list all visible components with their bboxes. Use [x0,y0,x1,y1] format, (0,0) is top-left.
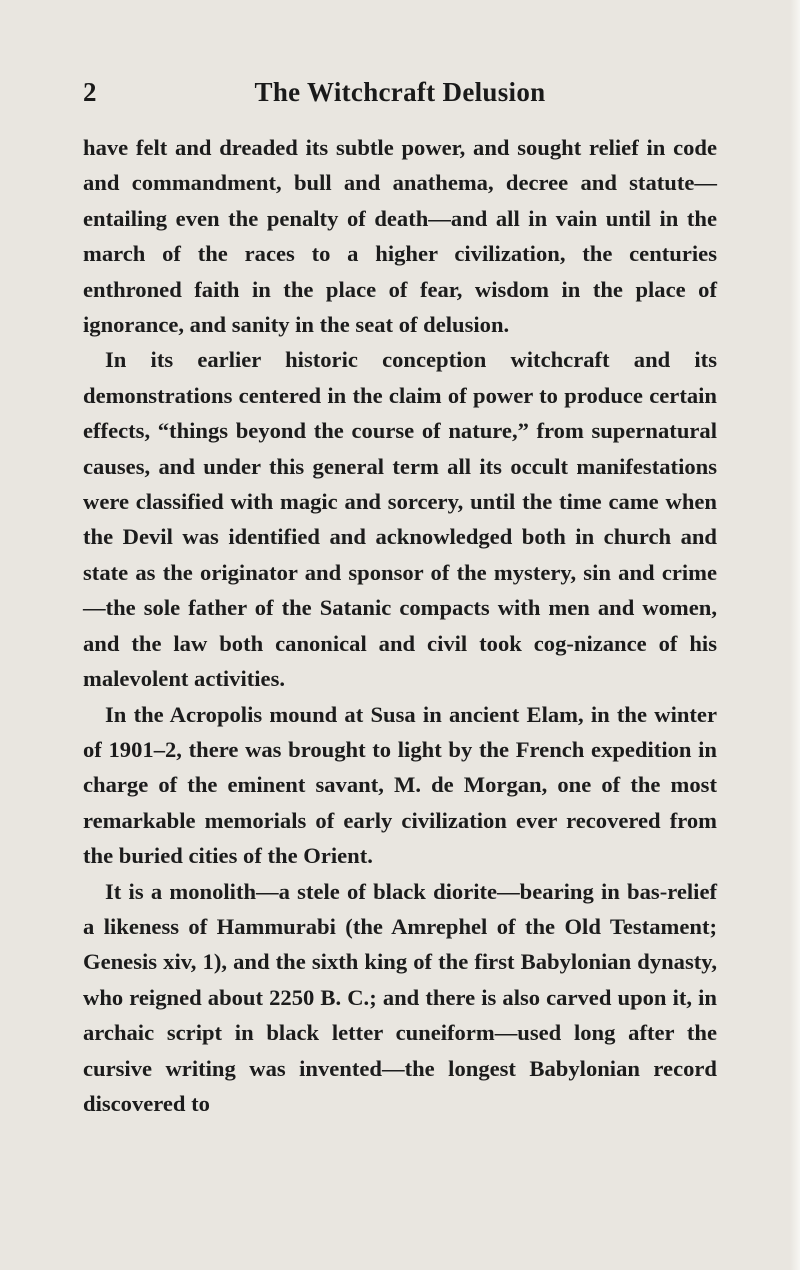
paragraph-3: In the Acropolis mound at Susa in ancient Elam, in the winter of 1901–2, there was brought to light by the French expedition in charge of the eminent savant, M. de Morgan, one of the most remarkable memorials of early civilization ever recovered from the buried cities of the Orient. [83,701,717,869]
paragraph-4: It is a monolith—a stele of black diorite—bearing in bas-relief a likeness of Hammurabi (the Amrephel of the Old Testament; Genesis xiv, 1), and the sixth king of the first Babylonian dynasty, who reigned about 2250 B. C.; and there is also carved upon it, in archaic script in black letter cuneiform—used long after the cursive writing was invented—the longest Babylonian record discovered to [83,878,717,1116]
page-header [83,72,717,112]
page-edge [790,0,800,1270]
body-text [83,130,717,1121]
paragraph-1: have felt and dreaded its subtle power, and sought relief in code and commandment, bull and anathema, decree and statute—entailing even the penalty of death—and all in vain until in the march of the races to a higher civilization, the centuries enthroned faith in the place of fear, wisdom in the place of ignorance, and sanity in the seat of delusion. [83,135,717,338]
paragraph-2: In its earlier historic conception witchcraft and its demonstrations centered in the claim of power to produce certain effects, “things beyond the course of nature,” from supernatural causes, and under this general term all its occult manifestations were classified with magic and sorcery, until the time came when the Devil was identified and acknowledged both in church and state as the originator and sponsor of the mystery, sin and crime —the sole father of the Satanic compacts with men and women, and the law both canonical and civil took cog-nizance of his malevolent activities. [83,347,717,692]
running-title: The Witchcraft Delusion [254,77,546,107]
page-number: 2 [83,77,97,107]
